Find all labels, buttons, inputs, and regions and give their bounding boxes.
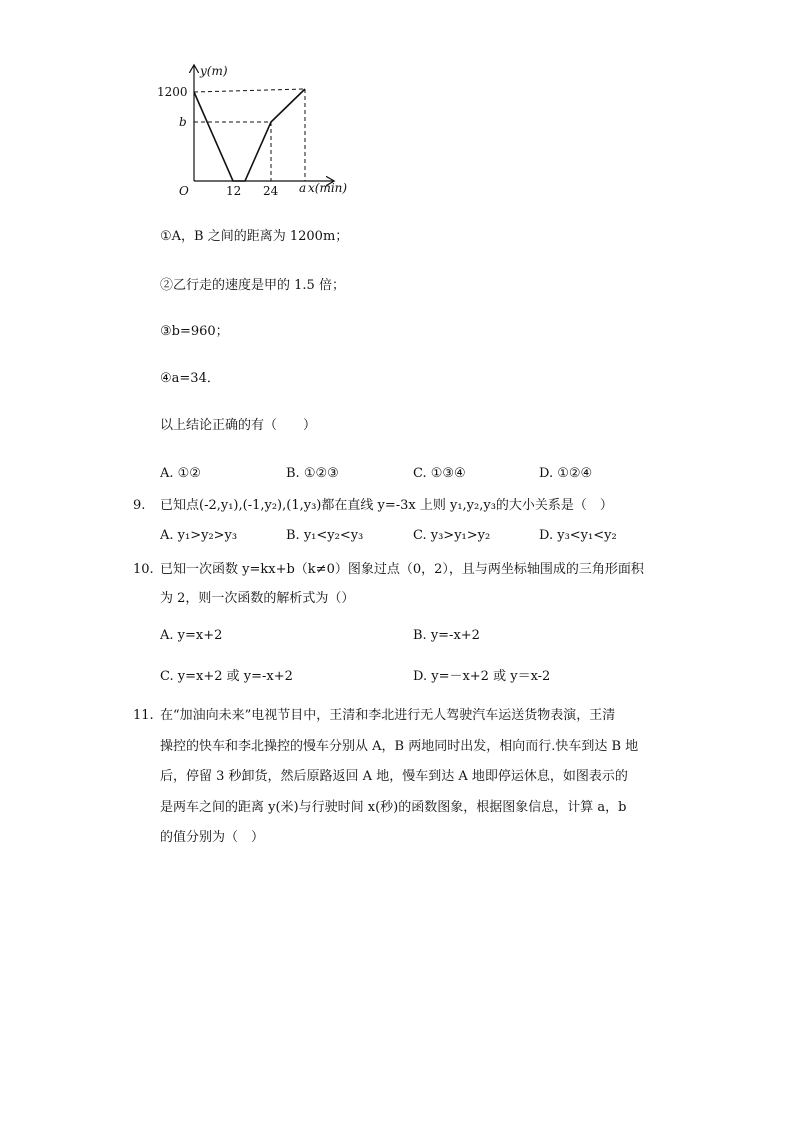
q8-statement-4: ④a=34． (160, 371, 220, 386)
q8-option-a: A. ①② (160, 466, 201, 481)
q9-option-b: B. y₁<y₂<y₃ (286, 528, 364, 543)
q10-option-d: D. y=－x+2 或 y＝x-2 (413, 669, 551, 684)
q8-option-c: C. ①③④ (413, 466, 466, 481)
q10-number: 10. (133, 562, 154, 577)
q11-stem-line-5: 的值分别为（ ） (160, 830, 265, 845)
q8-option-d: D. ①②④ (539, 466, 593, 481)
q8-statement-2: ②乙行走的速度是甲的 1.5 倍； (160, 278, 345, 293)
y-tick-b: b (179, 115, 187, 129)
origin-label: O (179, 184, 189, 198)
q11-number: 11. (133, 708, 154, 723)
y-axis-label: y(m) (200, 64, 228, 78)
y-tick-1200: 1200 (157, 85, 188, 99)
q9-option-c: C. y₃>y₁>y₂ (413, 528, 491, 543)
q10-stem-line-2: 为 2，则一次函数的解析式为（） (160, 591, 355, 606)
q11-stem-line-3: 后，停留 3 秒卸货，然后原路返回 A 地，慢车到达 A 地即停运休息，如图表示的 (160, 769, 628, 784)
q8-statement-3: ③b=960； (160, 324, 229, 339)
q8-option-b: B. ①②③ (286, 466, 339, 481)
q10-option-c: C. y=x+2 或 y=-x+2 (160, 669, 293, 684)
q11-stem-line-1: 在“加油向未来”电视节目中，王清和李北进行无人驾驶汽车运送货物表演，王清 (160, 708, 616, 723)
guide-1200 (194, 89, 305, 92)
q9-option-d: D. y₃<y₁<y₂ (539, 528, 617, 543)
x-tick-12: 12 (226, 184, 242, 198)
x-axis-label: x(min) (308, 181, 348, 195)
q10-option-b: B. y=-x+2 (413, 628, 480, 643)
q9-stem: 已知点(-2,y₁),(-1,y₂),(1,y₃)都在直线 y=-3x 上则 y₁,y₂,y₃的大小关系是（ ） (160, 498, 613, 513)
q10-option-a: A. y=x+2 (160, 628, 223, 643)
x-tick-a: a (299, 181, 307, 195)
graph-line (194, 89, 305, 181)
q9-number: 9. (133, 498, 146, 513)
distance-time-graph (155, 58, 360, 198)
q8-prompt: 以上结论正确的有（ ） (160, 418, 317, 433)
q10-stem-line-1: 已知一次函数 y=kx+b（k≠0）图象过点（0，2），且与两坐标轴围成的三角形面积 (160, 562, 644, 577)
q8-statement-1: ①A，B 之间的距离为 1200m； (160, 229, 349, 244)
x-tick-24: 24 (263, 184, 279, 198)
q9-option-a: A. y₁>y₂>y₃ (160, 528, 238, 543)
q11-stem-line-2: 操控的快车和李北操控的慢车分别从 A，B 两地同时出发，相向而行.快车到达 B 地 (160, 739, 639, 754)
q11-stem-line-4: 是两车之间的距离 y(米)与行驶时间 x(秒)的函数图象，根据图象信息，计算 a，b (160, 800, 627, 815)
